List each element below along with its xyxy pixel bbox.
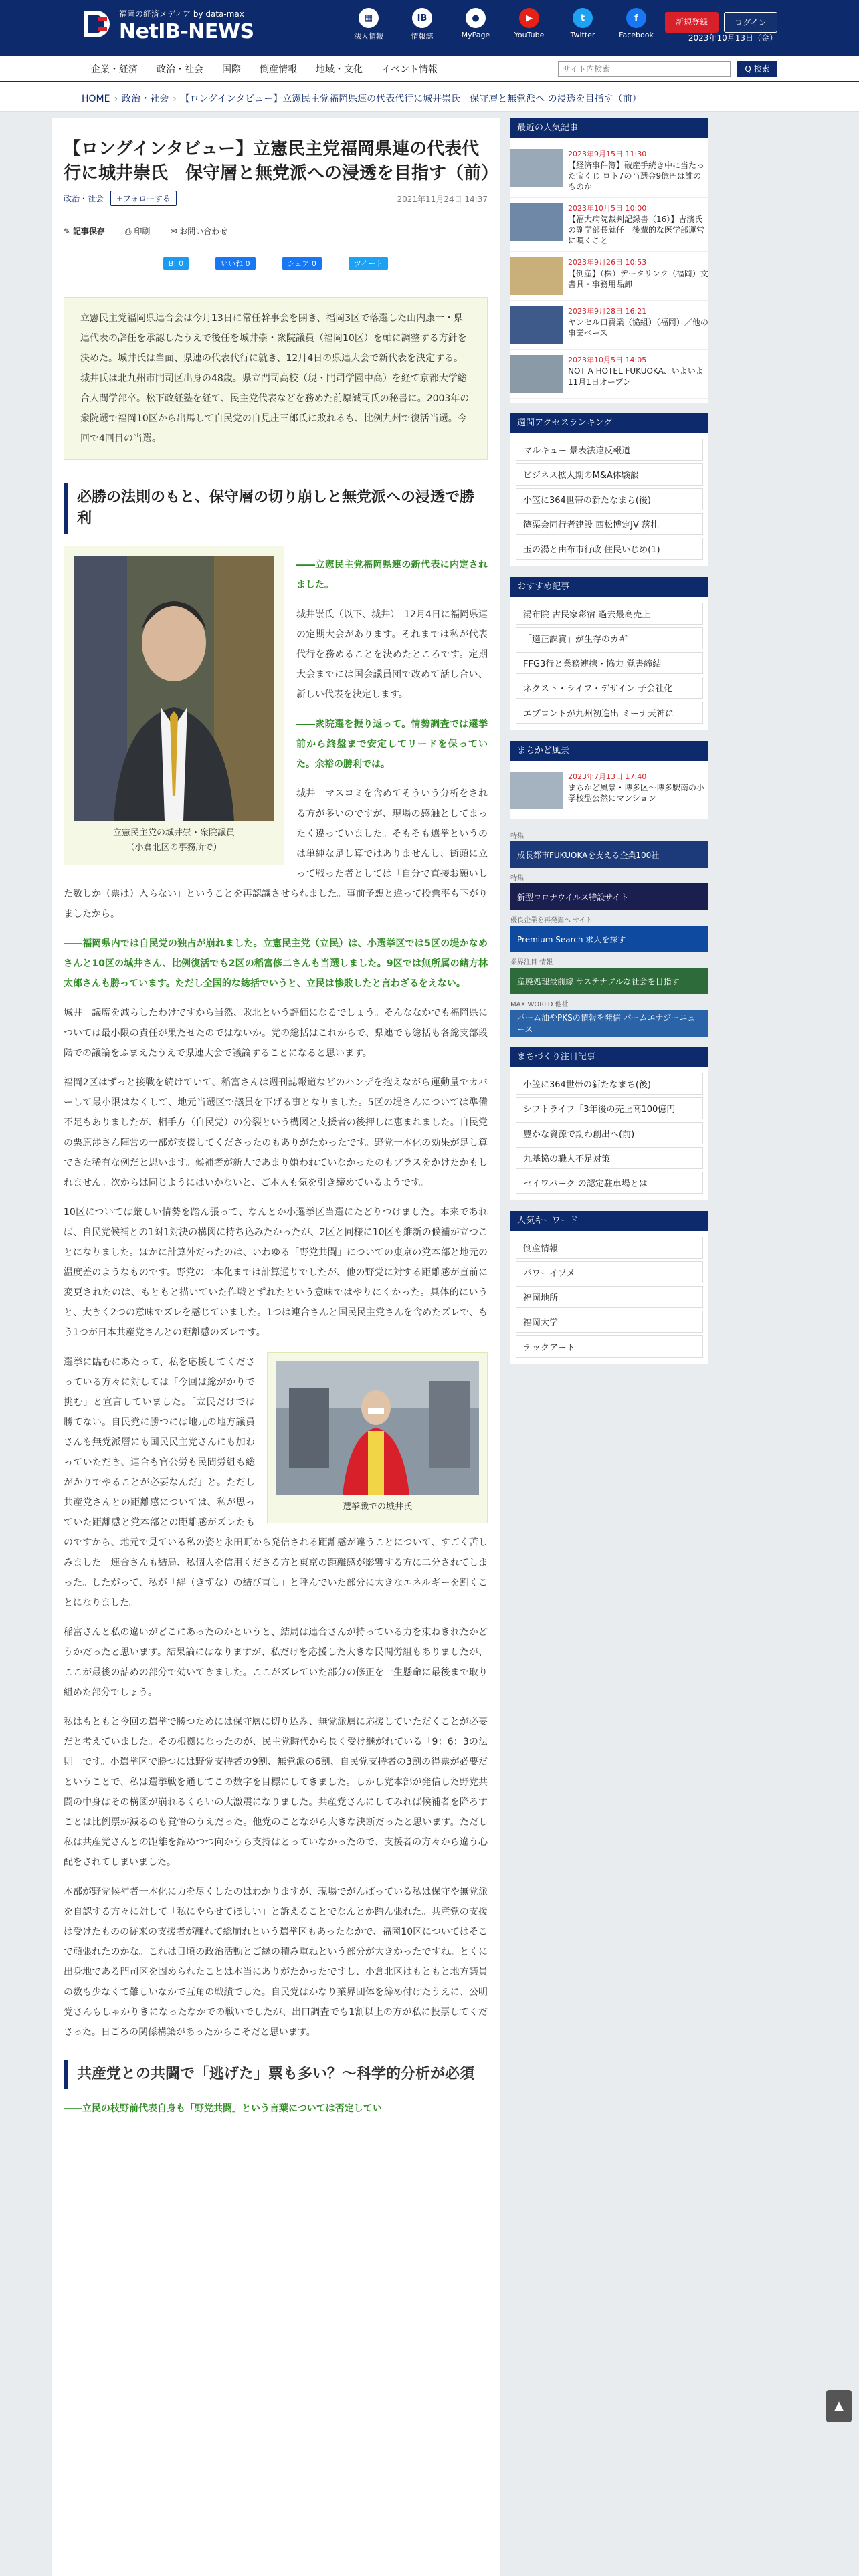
article-title: 【ロングインタビュー】立憲民主党福岡県連の代表代行に城井崇氏 保守層と無党派への浸透を目指す（前） [64,139,499,183]
book-icon: IB [412,8,432,28]
facebook-like-button[interactable]: いいね 0 [215,257,256,270]
keyword-item[interactable]: パワーイソメ [516,1261,703,1283]
banner-label: 新型コロナウイルス特設サイト [517,892,629,902]
tool-label: お問い合わせ [179,227,228,236]
article-date: 2021年11月24日 14:37 [397,195,488,204]
contact-button[interactable] [170,225,227,237]
logo-text: NetIB-NEWS [119,20,254,43]
banner-tag: MAX WORLD 他社 [510,1001,569,1008]
sidebar-heading: 人気キーワード [510,1211,708,1231]
popular-item-title: NOT A HOTEL FUKUOKA、いよいよ11月1日オープン [568,366,704,387]
breadcrumb-current: 【ロングインタビュー】立憲民主党福岡県連の代表代行に城井崇氏 保守層と無党派へ の浸透を目指す（前） [180,94,642,104]
popular-item-time: 2023年10月5日 14:05 [568,356,647,364]
interview-answer: 城井崇氏（以下、城井） 12月4日に福岡県連の定期大会があります。それまでは私が代表代行を務めることを決めたところです。定期大会までには国会議員団で改めて話し合い、新しい代表を決定します。 [296,609,488,700]
ranking-item[interactable]: 小笠に364世帯の新たなまち(後) [516,488,703,510]
save-article-button[interactable] [64,225,105,237]
recommend-item[interactable]: 湯布院 古民家彩宿 過去最高売上 [516,603,703,625]
campaign-photo [276,1361,479,1495]
header-link-label: Twitter [570,31,595,39]
breadcrumb-category[interactable]: 政治・社会 [122,94,169,104]
site-header [0,0,859,56]
interview-answer: 本部が野党候補者一本化に力を尽くしたのはわかりますが、現場でがんばっている私は保守や無党派を自認する方々に対して「私にやらせてほしい」と訴えることでなんとか踏ん張れた。共産党の支援は受けたものの従来の支援者が離れて総崩れという選挙区もあったなかで、福岡10区についてはそこで頑張れたのかな。これは日頃の政治活動とご縁の積み重ねという部分が大きかったですね。とくに出身地である門司区を固められたことは本当にありがたかったですし、小倉北区はもともと地方議員の数も少なくて難しいなかで互角の戦績でした。自民党はかなり業界団体を締め付けたうえに、公明党さんもしゃかりきになったなかでの戦いでしたが、出口調査でも1割以上の方が私に投票してくださった。日ごろの関係構築があったからこそだと思います。 [64,1887,488,2038]
popular-articles [510,118,708,403]
photo-figure [267,1352,488,1523]
interview-question: ――立民の枝野前代表自身も「野党共闘」という言葉については否定してい [64,2103,382,2114]
town-item[interactable]: 九基協の職人不足対策 [516,1147,703,1169]
banner-label: Premium Search 求人を探す [517,934,626,944]
facebook-icon: f [626,8,646,28]
sidebar-heading: 週間アクセスランキング [510,413,708,433]
popular-item-title: 【福大病院裁判記録書（16）】吉濱氏の副学部長就任 後輩的な医学部運営に嘆くこと [568,215,705,245]
chevron-right-icon: › [114,94,118,104]
keyword-item[interactable]: 倒産情報 [516,1237,703,1259]
popular-item-time: 2023年9月28日 16:21 [568,307,647,316]
article-thumbnail [510,203,563,241]
person-icon: ● [466,8,486,28]
header-icon-menu [349,8,656,41]
nav-item-international[interactable]: 国際 [222,64,241,75]
popular-item-time: 2023年10月5日 10:00 [568,204,647,213]
article-category-link[interactable]: 政治・社会 [64,194,104,203]
site-logo[interactable] [82,8,254,43]
banner-tag: 優良企業を再発掘へ サイト [510,917,593,924]
search-input[interactable] [558,61,731,77]
keyword-item[interactable]: 福岡大学 [516,1311,703,1333]
nav-item-economy[interactable]: 企業・経済 [91,64,138,75]
article-body [64,534,488,2119]
nav-item-bankruptcy[interactable]: 倒産情報 [260,64,297,75]
banner-label: パーム油やPKSの情報を発信 パームエナジーニュース [517,1013,696,1034]
sidebar [510,118,807,1375]
photo-figure [64,546,284,865]
header-link-mypage[interactable] [456,8,495,41]
article-thumbnail [510,772,563,809]
tool-label: 印刷 [134,227,151,236]
popular-item[interactable] [510,144,708,198]
town-scenery-item[interactable] [510,766,708,815]
photo-caption: 選挙戦での城井氏 [342,1502,412,1512]
header-link-label: MyPage [461,31,490,39]
nav-item-region[interactable]: 地域・文化 [316,64,363,75]
header-link-facebook[interactable] [617,8,656,41]
banner-area [510,830,807,1037]
register-button[interactable]: 新規登録 [665,12,719,33]
town-item[interactable]: シフトライフ「3年後の売上高100億円」 [516,1097,703,1119]
ranking-item[interactable]: マルキュー 景表法違反報道 [516,439,703,461]
print-button[interactable] [125,225,150,237]
follow-button[interactable]: +フォローする [110,191,177,206]
popular-item-time: 2023年9月26日 10:53 [568,258,647,267]
breadcrumb [82,82,777,105]
section-heading: 共産党との共闘で「逃げた」票も多い？～科学的分析が必須 [64,2060,488,2089]
breadcrumb-bar [0,82,859,112]
town-development [510,1047,708,1200]
recommend-item[interactable]: ネクスト・ライフ・デザイン 子会社化 [516,677,703,699]
chevron-right-icon: › [173,94,177,104]
header-link-label: Facebook [619,31,654,39]
tweet-button[interactable]: ツイート [349,257,388,270]
interview-answer: 稲富さんと私の違いがどこにあったのかというと、結局は連合さんが持っている力を束ねきれたかどうかだったと思います。結果論にはなりますが、私だけを応援した大きな民間労組もありましたが、ここが最後の詰めの部分で効いてきました。ここがズレていた部分の修正を一生懸命に最後まで取り組めた部分でしょう。 [64,1627,488,1698]
town-scenery [510,741,708,819]
article-lead: 立憲民主党福岡県連合会は今月13日に常任幹事会を開き、福岡3区で落選した山内康一・県連代表の辞任を承認したうえで後任を城井崇・衆院議員（福岡10区）を軸に調整する方針を決めた。城井氏は当面、県連の代表代行に就き、12月4日の県連大会で新代表を決定する。城井氏は北九州市門司区出身の48歳。県立門司高校（現・門司学園中高）を経て京都大学総合人間学部卒。松下政経塾を経て、民主党代表などを務めた前原誠司氏の秘書に。2003年の衆院選で福岡10区から出馬して自民党の自見庄三郎氏に敗れるも、比例九州で復活当選。今回で4回目の当選。 [64,297,488,460]
section-heading: 必勝の法則のもと、保守層の切り崩しと無党派への浸透で勝利 [64,483,488,534]
article-thumbnail [510,306,563,344]
interview-answer: 選挙に臨むにあたって、私を応援してくださっている方々に対しては「今回は総がかりで挑む」と宣言していました。「立民だけでは勝てない。自民党に勝つには地元の地方議員さんも無党派層にも国民民主党さんにも加わっていただき、連合も官公労も民間労組も総がかりでやることが必要なんだ」と。ただし共産党さんとの距離感については、私が思っていた距離感と党本部との距離感がズレたものですから、地元で見ている私の姿と永田町から発信される距離感が違うことについて、すごく苦しみました。連合さんも結局、私個人を信用くださる方と東京の距離感が影響する方に二分されてしまった。したがって、私が「絆（きずな）の結び直し」と呼んでいた部分に大きなエネルギーを割くことになりました。 [64,1357,488,1608]
mail-icon: ✉ [170,227,180,236]
header-link-youtube[interactable] [510,8,549,41]
town-scenery-time: 2023年7月13日 17:40 [568,772,647,781]
town-item[interactable]: セイワパーク の認定駐車場とは [516,1172,703,1194]
tool-label: 記事保存 [72,227,105,236]
article-tools [64,225,488,237]
interview-answer: 私はもともと今回の選挙で勝つためには保守層に切り込み、無党派層に応援していただくことが必要だと考えていました。その根拠になったのが、民主党時代から長く受け継がれている「9：6：3の法則」です。小選挙区で勝つには野党支持者の9割、無党派の6割、自民党支持者の3割の得票が必要だということで、私は選挙戦を通してこの数字を目標にしてきました。しかし党本部が発信した野党共闘の中身はその構図が崩れるくらいの大激震になりました。共産党さんにしてみれば候補者を降ろすことは比例票が減るのも覚悟のうえだった。他党のことながら大きな決断だったと思います。ただし私は共産党さんとの距離を縮めつつ向かうら支持はとっていなかったので、支援者の方々から違う心配をされてしまいました。 [64,1717,488,1868]
interview-answer: 10区については厳しい情勢を踏ん張って、なんとか小選挙区当選にたどりつけました。本来であれば、自民党候補との1対1対決の構図に持ち込みたかったが、2区と同様に10区も維新の候補が立つことになりました。ほかに計算外だったのは、いわゆる「野党共闘」についての東京の党本部と地元の温度差のようなものです。野党の一本化までは計算通りでしたが、他の野党に対する距離感が直前に変更されたのは、もともと描いていた作戦とずれたという意味ではやりにくかった。具体的にいうと、大きく2つの意味でズレを感じていました。1つは連合さんと国民民主党さんを含めたズレで、もう1つが日本共産党さんとの距離感のズレです。 [64,1207,488,1338]
interview-question: ――衆院選を振り返って。情勢調査では選挙前から終盤まで安定してリードを保っていた。余裕の勝利では。 [296,719,488,770]
sidebar-heading: 最近の人気記事 [510,118,708,138]
popular-item-time: 2023年9月15日 11:30 [568,150,647,158]
sidebar-heading: まちづくり注目記事 [510,1047,708,1067]
town-item[interactable]: 豊かな資源で期わ創出へ(前) [516,1122,703,1144]
banner-tag: 特集 [510,833,524,840]
recommended-articles [510,577,708,730]
header-link-label: 情報誌 [411,32,434,41]
popular-keywords [510,1211,708,1364]
header-link-twitter[interactable] [563,8,602,41]
article-thumbnail [510,355,563,393]
banner-palm-energy[interactable] [510,1010,708,1037]
nav-item-events[interactable]: イベント情報 [381,64,438,75]
sidebar-heading: まちかど風景 [510,741,708,761]
banner-companies[interactable] [510,841,708,868]
youtube-icon: ▶ [519,8,539,28]
login-button[interactable]: ログイン [724,12,777,33]
recommend-item[interactable]: FFG3行と業務連携・協力 覚書締結 [516,652,703,674]
sidebar-heading: おすすめ記事 [510,577,708,597]
header-link-magazine[interactable] [403,8,442,41]
header-link-label: 法人情報 [354,32,383,41]
recommend-item[interactable]: エプロントが九州初進出 ミーナ天神に [516,702,703,724]
global-nav [0,56,859,82]
banner-tag: 業界注目 情報 [510,959,553,966]
town-item[interactable]: 小笠に364世帯の新たなまち(後) [516,1073,703,1095]
ranking-item[interactable]: 篠栗会同行者建設 西松博定JV 落札 [516,513,703,535]
facebook-share-button[interactable]: シェア 0 [282,257,322,270]
header-link-label: YouTube [514,31,545,39]
article-thumbnail [510,149,563,187]
logo-tagline: 福岡の経済メディア by data-max [119,9,244,19]
banner-tag: 特集 [510,875,524,882]
interview-answer: 城井 議席を減らしたわけですから当然、敗北という評価になるでしょう。そんななかでも福岡県については最小限の責任が果たせたのではないか。党の総括はこれからで、県連でも総括も各総支部段階での議論をふまえたうえで県連大会で議論することになると思います。 [64,1008,488,1059]
article-main [52,118,500,2576]
scroll-to-top-button[interactable] [826,2390,852,2422]
weekly-ranking [510,413,708,566]
popular-item-title: ヤンセル口費業（協組）（福岡）／他の事業ベース [568,318,708,338]
print-icon: ⎙ [124,227,134,236]
share-buttons [64,257,488,270]
pen-icon: ✎ [64,227,73,236]
banner-label: 産廃処理最前線 サステナブルな社会を目指す [517,976,680,986]
banner-premium-search[interactable] [510,926,708,952]
photo-caption: 立憲民主党の城井崇・衆院議員 （小倉北区の事務所で） [112,828,235,853]
header-date: 2023年10月13日（金） [688,33,777,43]
article-meta [64,191,488,207]
popular-item[interactable] [510,252,708,301]
header-link-corporate[interactable] [349,8,388,41]
twitter-icon: t [573,8,593,28]
recommend-item[interactable]: 「適正課賞」が生存のカギ [516,627,703,649]
ranking-item[interactable]: 玉の湯と由布市行政 住民いじめ(1) [516,538,703,560]
popular-item[interactable] [510,198,708,252]
breadcrumb-home[interactable]: HOME [82,94,110,104]
ranking-item[interactable]: ビジネス拡大期のM&A体験談 [516,463,703,486]
town-scenery-title: まちかど風景・博多区〜博多駅南の小学校型公然にマンション [568,783,705,803]
building-icon: ▦ [359,8,379,28]
popular-item[interactable] [510,301,708,350]
banner-label: 成長都市FUKUOKAを支える企業100社 [517,850,660,860]
popular-item-title: 【倒産】（株）データリンク（福岡）文書具・事務用品卸 [568,269,708,289]
interview-question: ――立憲民主党福岡県連の新代表に内定されました。 [296,560,488,591]
banner-covid[interactable] [510,883,708,910]
hatena-bookmark-button[interactable]: B! 0 [163,257,189,270]
popular-item-title: 【経済事件簿】破産手続き中に当たった宝くじ ロト7の当選金9億円は誰のものか [568,160,705,191]
keyword-item[interactable]: テックアート [516,1335,703,1358]
nav-item-politics[interactable]: 政治・社会 [157,64,203,75]
article-thumbnail [510,257,563,295]
banner-waste[interactable] [510,968,708,994]
arrow-up-icon: ▲ [834,2399,844,2413]
interview-photo [74,556,274,821]
interview-answer: 福岡2区はずっと接戦を続けていて、稲富さんは週刊誌報道などのハンデを抱えながら運動量でカバーして最小限はなくして、地元当選区で議員を下げる事となりました。5区の堤さんについては準備不足もありましたが、相手方（自民党）の分裂という構図と支援者の後押しに恵まれました。自民党の栗原渉さん陣営の一部が支援してくださったのもありがたかったです。野党一本化の効果が足し算でさた稀有な例だと思います。候補者が新人であまり嫌われていなかったのもプラスをかけたかもしれません。次からは同じようにはいかないと、ご本人も気を引き締めているようです。 [64,1077,488,1188]
logo-mark-icon [82,8,114,40]
search-button[interactable]: Q 検索 [737,61,777,77]
interview-answer: 城井 マスコミを含めてそういう分析をされる方が多いのですが、現場の感触としてまったく違っていました。そもそも選挙というのは単純な足し算ではありませんし、街頭に立って戦った者としては「自分で直接お願いした数しか（票は）入らない」ということを再認識させられました。事前予想と違って投票率も下がりましたから。 [64,788,488,920]
keyword-item[interactable]: 福岡地所 [516,1286,703,1308]
interview-question: ――福岡県内では自民党の独占が崩れました。立憲民主党（立民）は、小選挙区では5区の堤かなめさんと10区の城井さん、比例復活でも2区の稲富修二さんも当選しました。9区では無所属の緒方林太郎さんも勝っています。ただし全国的な総括でいうと、立民は惨敗したと言わざるをえない。 [64,938,488,989]
popular-item[interactable] [510,350,708,399]
